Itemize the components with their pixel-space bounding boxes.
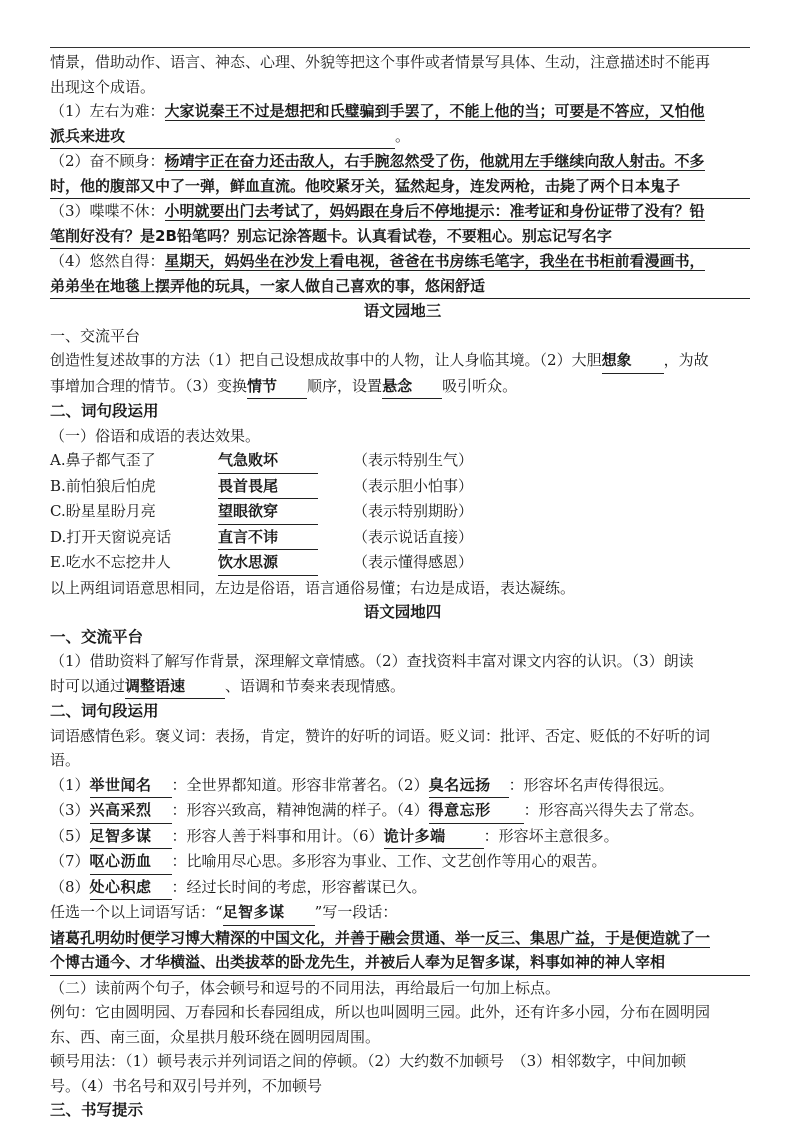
idiom-1-line-2 — [50, 124, 755, 150]
pair-left: A.鼻子都气歪了 — [50, 451, 156, 469]
word-answer: 呕心沥血 — [90, 849, 172, 875]
blank-suspense: 悬念 — [382, 374, 442, 400]
idiom-4-line-1 — [50, 249, 755, 274]
pair-note: （表示特别生气） — [353, 451, 474, 469]
garden-3-section-1: 一、交流平台 — [50, 326, 141, 345]
word-num: （8） — [50, 877, 90, 896]
garden-4-section-2: 二、词句段运用 — [50, 702, 159, 720]
word-answer: 处心积虑 — [90, 875, 172, 901]
pair-row — [50, 525, 755, 551]
idiom-1-line-1 — [50, 99, 755, 124]
idiom-4-answer-b: 弟弟坐在地毯上摆弄他的玩具，一家人做自己喜欢的事，悠闲舒适 — [50, 274, 750, 300]
pair-answer: 望眼欲穿 — [218, 499, 318, 525]
garden-4-para-5: （二）读前两个句子，体会顿号和逗号的不同用法，再给最后一句加上标点。 — [50, 978, 561, 997]
garden-3-section-2: 二、词句段运用 — [50, 402, 159, 420]
dunhao-line-2: 号。（4）书名号和双引号并列，不加顿号 — [50, 1076, 323, 1095]
word-row-2 — [50, 798, 755, 824]
pick-tail: ”写一段话： — [314, 903, 398, 921]
pair-note: （表示懂得感恩） — [353, 553, 474, 571]
word-row-4 — [50, 849, 755, 875]
pair-answer: 直言不讳 — [218, 525, 318, 551]
garden-3-para-1-tail: ，为故 — [663, 351, 709, 369]
garden-3-para-2-tail: 吸引听众。 — [442, 376, 518, 395]
word-desc: ：比喻用尽心思。多形容为事业、工作、文艺创作等用心的艰苦。 — [171, 852, 607, 870]
idiom-3-line-2 — [50, 224, 755, 250]
word-row-5 — [50, 875, 755, 901]
garden-4-para-2-tail: 、语调和节奏来表现情感。 — [225, 676, 406, 695]
idiom-4-line-2 — [50, 274, 755, 300]
answer-text-2: 个博古通今、才华横溢、出类拔萃的卧龙先生，并被后人奉为足智多谋，料事如神的神人宰相 — [50, 950, 750, 976]
idiom-4-answer-a: 星期天，妈妈坐在沙发上看电视，爸爸在书房练毛笔字，我坐在书柜前看漫画书， — [164, 252, 705, 270]
dunhao-line-1: 顿号用法：（1）顿号表示并列词语之间的停顿。（2）大约数不加顿号 （3）相邻数字，中间加顿 — [50, 1052, 687, 1070]
garden-4-para-4: 语。 — [50, 751, 81, 769]
idiom-3-answer-b: 笔削好没有？是2B铅笔吗？别忘记涂答题卡。认真看试卷，不要粗心。别忘记写名字 — [50, 224, 750, 250]
garden-3-para-2-mid: 顺序，设置 — [307, 376, 383, 395]
word-num: （3） — [50, 801, 90, 819]
header-rule — [50, 47, 750, 48]
garden-4-title: 语文园地四 — [363, 603, 442, 621]
word-answer: 臭名远扬 — [429, 773, 509, 799]
pair-note: （表示胆小怕事） — [353, 476, 474, 495]
blank-imagine: 想象 — [602, 348, 664, 374]
word-num: （1） — [50, 775, 90, 794]
word-desc: ：形容人善于料事和用计。（6） — [171, 826, 384, 845]
word-answer: 兴高采烈 — [90, 798, 172, 824]
word-row-3 — [50, 824, 755, 850]
idiom-2-line-1 — [50, 149, 755, 174]
idiom-1-label: （1）左右为难： — [50, 102, 165, 120]
garden-3-sub-1: （一）俗语和成语的表达效果。 — [50, 426, 261, 445]
garden-3-para-1-text: 创造性复述故事的方法（1）把自己设想成故事中的人物，让人身临其境。（2）大胆 — [50, 351, 602, 369]
idiom-3-line-1 — [50, 199, 755, 224]
word-desc: ：形容坏名声传得很远。 — [508, 775, 674, 794]
idiom-1-answer-a: 大家说秦王不过是想把和氏璧骗到手罢了，不能上他的当；可要是不答应，又怕他 — [164, 102, 705, 120]
pair-row — [50, 474, 755, 500]
idiom-3-answer-a: 小明就要出门去考试了，妈妈跟在身后不停地提示：准考证和身份证带了没有？铅 — [164, 202, 705, 220]
idiom-2-answer-a: 杨靖宇正在奋力还击敌人，右手腕忽然受了伤，他就用左手继续向敌人射击。不多 — [164, 152, 705, 170]
pair-answer: 气急败坏 — [218, 448, 318, 474]
word-num: （7） — [50, 852, 90, 870]
pick-answer-line-2 — [50, 950, 755, 976]
word-row-1 — [50, 773, 755, 799]
idiom-2-label: （2）奋不顾身： — [50, 152, 165, 170]
pair-left: C.盼星星盼月亮 — [50, 502, 156, 520]
pair-row — [50, 550, 755, 576]
garden-3-para-2 — [50, 374, 755, 400]
pair-note: （表示说话直接） — [353, 527, 474, 546]
idiom-1-end: 。 — [395, 126, 411, 145]
pick-answer: 足智多谋 — [223, 900, 315, 926]
word-answer: 足智多谋 — [90, 824, 172, 850]
pair-row — [50, 448, 755, 474]
pair-note: （表示特别期盼） — [353, 502, 474, 520]
garden-3-para-1 — [50, 348, 755, 374]
word-answer: 得意忘形 — [429, 798, 524, 824]
word-desc: ：经过长时间的考虑，形容蓄谋已久。 — [171, 877, 427, 896]
word-desc: ：全世界都知道。形容非常著名。（2） — [171, 775, 429, 794]
blank-speed: 调整语速 — [125, 674, 225, 700]
example-line-2: 东、西、南三面，众星拱月般环绕在圆明园周围。 — [50, 1027, 381, 1046]
idiom-2-line-2 — [50, 174, 755, 200]
pair-row — [50, 499, 755, 525]
garden-4-para-2 — [50, 674, 755, 700]
intro-line-1: 情景，借助动作、语言、神态、心理、外貌等把这个事件或者情景写具体、生动，注意描述时不能再 — [50, 53, 711, 71]
pair-left: D.打开天窗说亮话 — [50, 527, 172, 546]
garden-3-title: 语文园地三 — [363, 302, 442, 320]
blank-plot: 情节 — [247, 374, 307, 400]
example-line-1: 例句：它由圆明园、万春园和长春园组成，所以也叫圆明三园。此外，还有许多小园，分布在圆明园 — [50, 1003, 711, 1021]
pair-answer: 畏首畏尾 — [218, 474, 318, 500]
pick-text: 任选一个以上词语写话：“ — [50, 903, 223, 921]
garden-4-para-2-text: 时可以通过 — [50, 676, 126, 695]
word-answer: 诡计多端 — [384, 824, 484, 850]
word-num: （5） — [50, 826, 90, 845]
word-desc: ：形容兴致高，精神饱满的样子。（4） — [171, 801, 429, 819]
pair-left: E.吃水不忘挖井人 — [50, 553, 171, 571]
document-body — [50, 50, 755, 1123]
idiom-4-label: （4）悠然自得： — [50, 252, 165, 270]
garden-3-para-2-text: 事增加合理的情节。（3）变换 — [50, 376, 248, 395]
word-desc: ：形容高兴得失去了常态。 — [523, 801, 704, 819]
idiom-2-answer-b: 时，他的腹部又中了一弹，鲜血直流。他咬紧牙关，猛然起身，连发两枪，击毙了两个日本鬼子 — [50, 174, 750, 200]
garden-3-summary: 以上两组词语意思相同，左边是俗语，语言通俗易懂；右边是成语，表达凝练。 — [50, 578, 576, 597]
garden-4-para-3: 词语感情色彩。褒义词：表扬，肯定，赞许的好听的词语。贬义词：批评、否定、贬低的不好听的词 — [50, 726, 711, 745]
garden-4-section-1: 一、交流平台 — [50, 627, 144, 646]
pair-answer: 饮水思源 — [218, 550, 318, 576]
word-answer: 举世闻名 — [90, 773, 172, 799]
pick-answer-line-1 — [50, 926, 755, 951]
intro-line-2: 出现这个成语。 — [50, 77, 156, 96]
idiom-3-label: （3）喋喋不休： — [50, 202, 165, 220]
answer-text-1: 诸葛孔明幼时便学习博大精深的中国文化，并善于融会贯通、举一反三、集思广益，于是便造就了一 — [50, 928, 711, 947]
garden-4-para-1: （1）借助资料了解写作背景，深理解文章情感。（2）查找资料丰富对课文内容的认识。（3）朗读 — [50, 652, 694, 670]
pick-word-prompt — [50, 900, 755, 926]
garden-4-section-3: 三、书写提示 — [50, 1101, 144, 1119]
pair-left: B.前怕狼后怕虎 — [50, 476, 156, 495]
idiom-1-answer-b: 派兵来进攻 — [50, 124, 395, 150]
word-desc: ：形容坏主意很多。 — [483, 826, 619, 845]
